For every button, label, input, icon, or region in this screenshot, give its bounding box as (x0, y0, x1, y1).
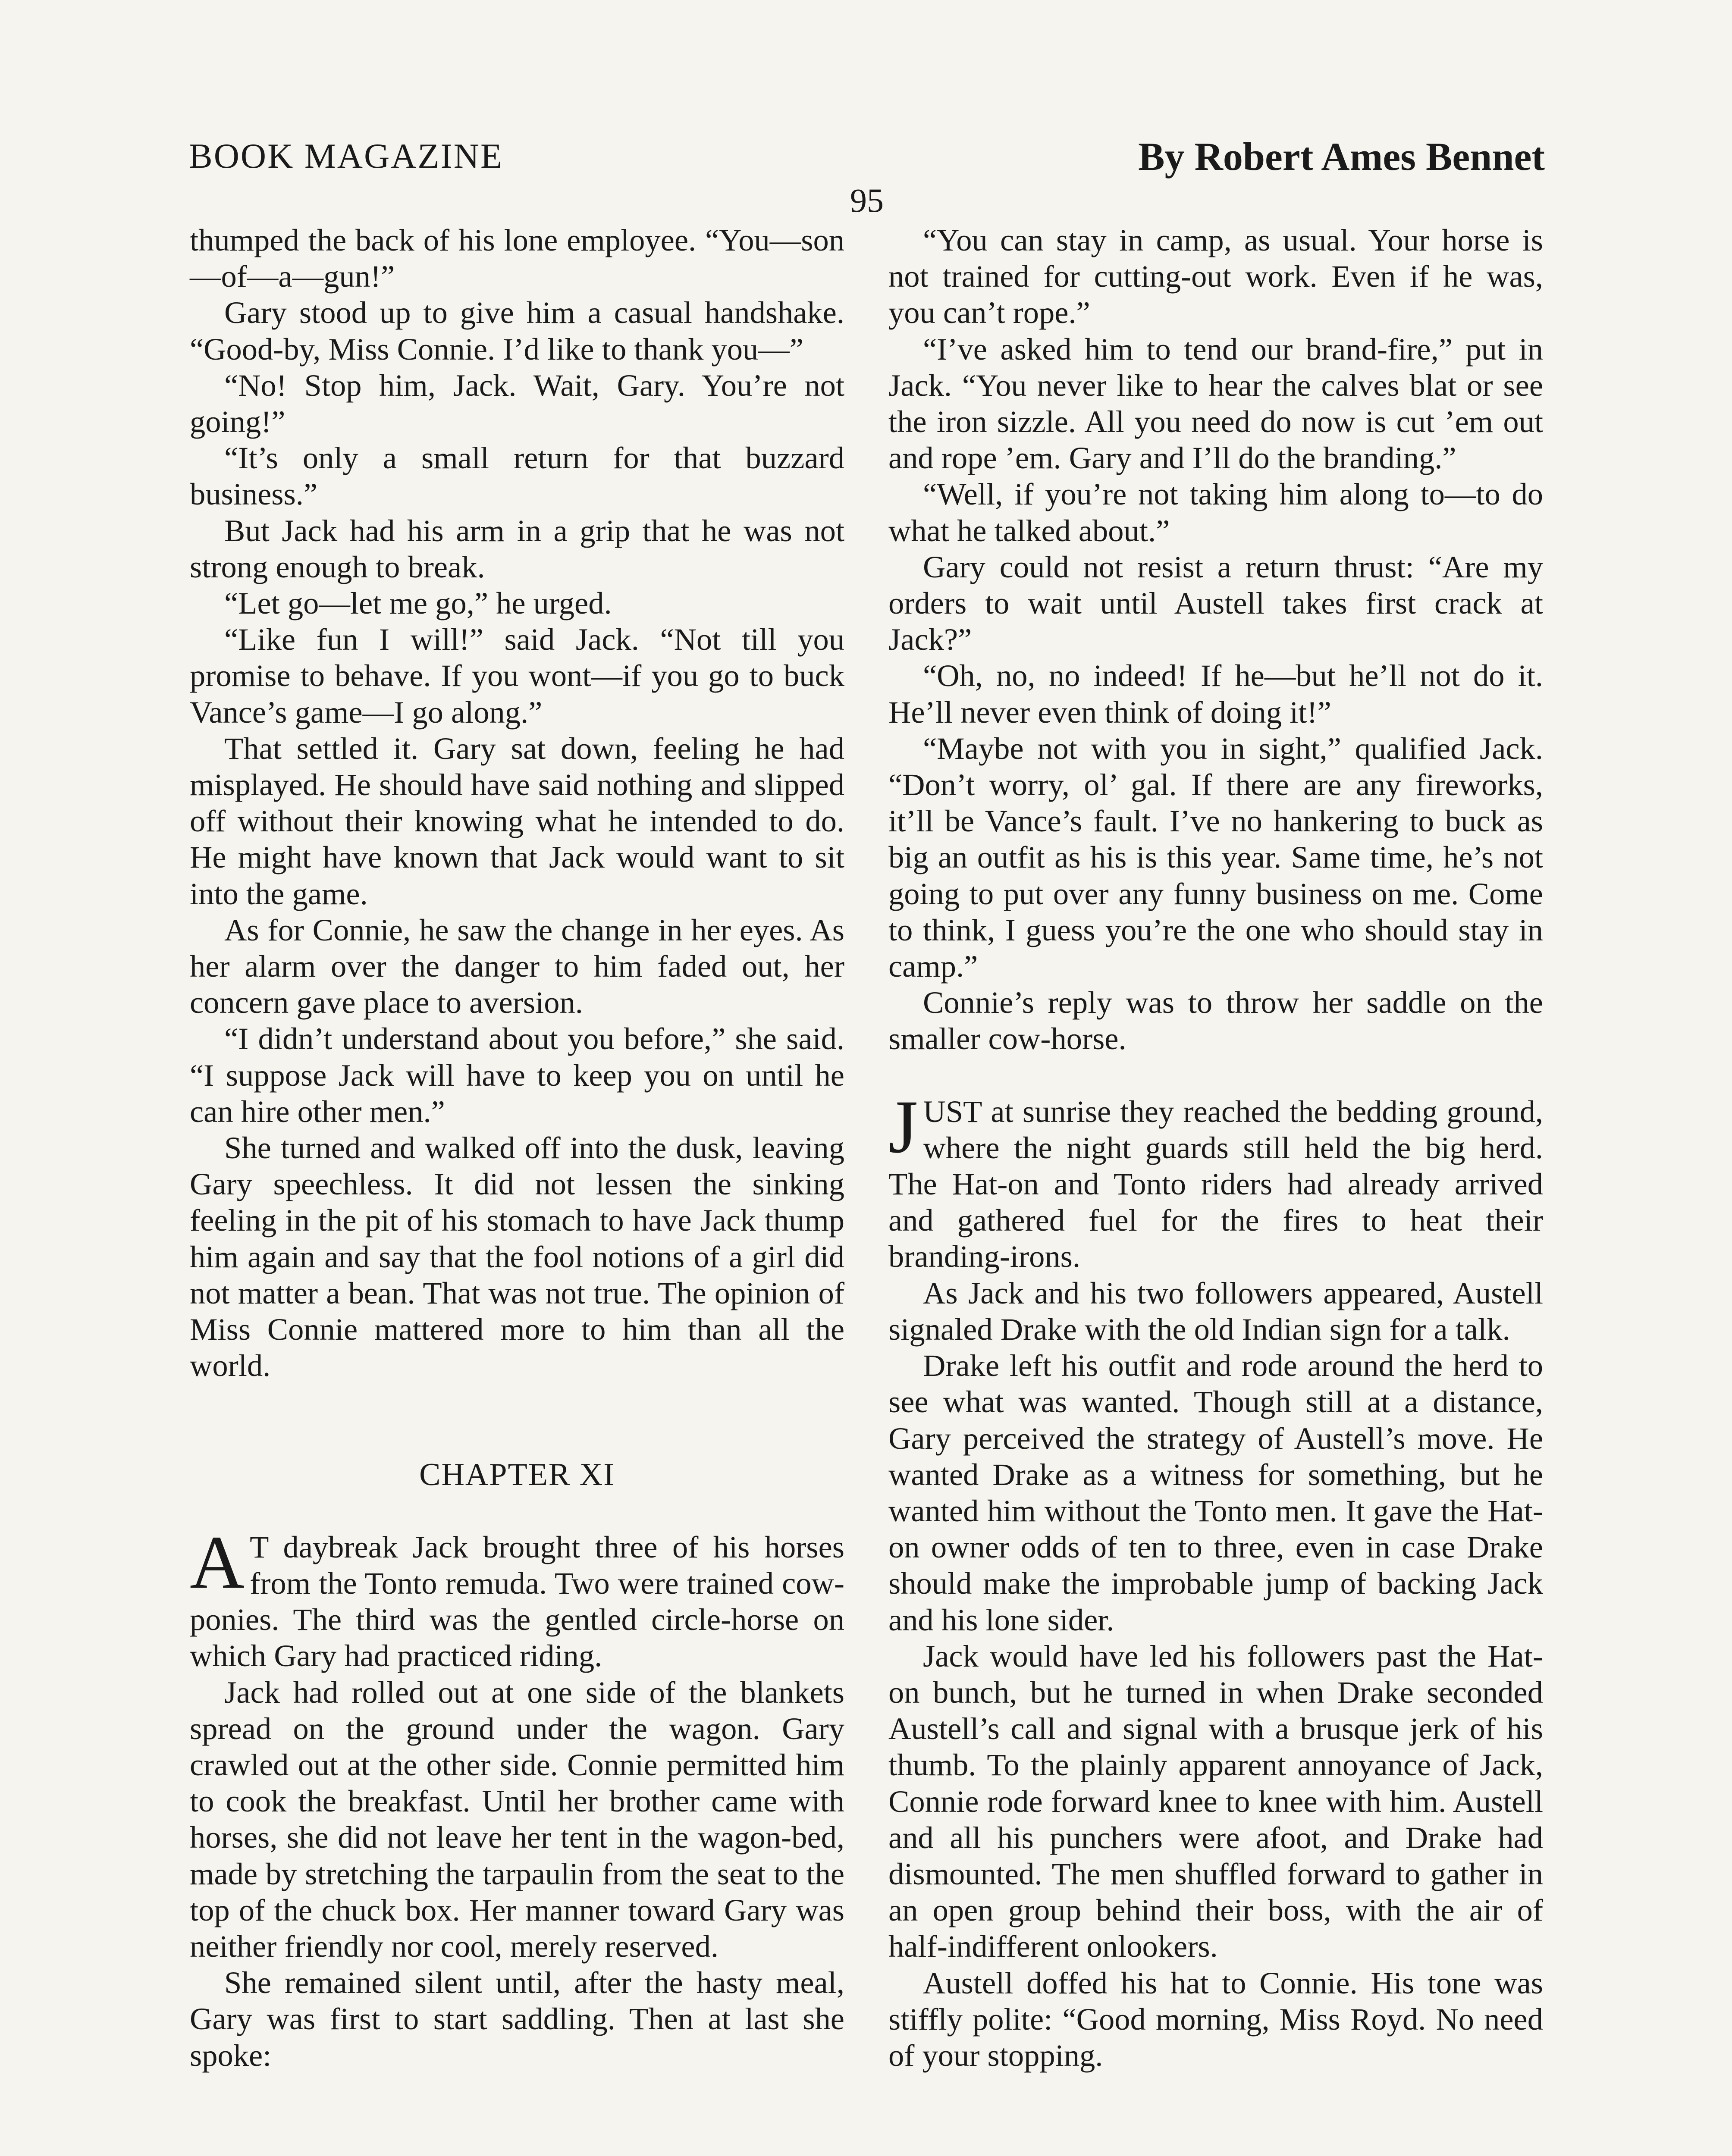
drop-cap: A (190, 1520, 245, 1604)
paragraph: Austell doffed his hat to Connie. His tone was stiffly polite: “Good morning, Miss Royd. No need of your stopping. (888, 1965, 1543, 2073)
paragraph: “No! Stop him, Jack. Wait, Gary. You’re not going!” (190, 367, 844, 439)
left-column (190, 222, 844, 2074)
page-number: 95 (850, 182, 884, 219)
publication-header: BOOK MAGAZINE (189, 136, 504, 175)
chapter-opening-paragraph (190, 1520, 844, 1674)
chapter-title: CHAPTER XI (419, 1457, 615, 1492)
drop-cap: J (888, 1084, 918, 1169)
paragraph: She remained silent until, after the hasty meal, Gary was first to start saddling. Then at last she spoke: (190, 1965, 844, 2073)
section-opening-paragraph (888, 1084, 1543, 1275)
opening-text: T daybreak Jack brought three of his horses from the Tonto remuda. Two were trained cow-ponies. The third was the gentled circle-horse on which Gary had practiced riding. (190, 1529, 844, 1673)
author-byline: By Robert Ames Bennet (1138, 135, 1545, 179)
paragraph: “You can stay in camp, as usual. Your horse is not trained for cutting-out work. Even if he was, you can’t rope.” (888, 222, 1543, 330)
paragraph: thumped the back of his lone employee. “You—son—of—a—gun!” (190, 222, 844, 294)
paragraph: Gary stood up to give him a casual handshake. “Good-by, Miss Connie. I’d like to thank you—” (190, 295, 844, 367)
paragraph: But Jack had his arm in a grip that he was not strong enough to break. (190, 513, 844, 584)
paragraph: As for Connie, he saw the change in her eyes. As her alarm over the danger to him faded out, her concern gave place to aversion. (190, 912, 844, 1020)
right-column (888, 222, 1543, 2074)
paragraph: “It’s only a small return for that buzzard business.” (190, 440, 844, 512)
paragraph: “I didn’t understand about you before,” she said. “I suppose Jack will have to keep you on until he can hire other men.” (190, 1021, 844, 1129)
paragraph: “Oh, no, no indeed! If he—but he’ll not do it. He’ll never even think of doing it!” (888, 658, 1543, 730)
paragraph: Connie’s reply was to throw her saddle on the smaller cow-horse. (888, 985, 1543, 1056)
paragraph: That settled it. Gary sat down, feeling he had misplayed. He should have said nothing and slipped off without their knowing what he intended to do. He might have known that Jack would want to sit into the game. (190, 730, 844, 911)
paragraph: “Let go—let me go,” he urged. (224, 586, 612, 621)
paragraph: Drake left his outfit and rode around the herd to see what was wanted. Though still at a distance, Gary perceived the strategy of Austell’s move. He wanted Drake as a witness for something, but he wanted him without the Tonto men. It gave the Hat-on owner odds of ten to three, even in case Drake should make the improbable jump of backing Jack and his lone sider. (888, 1348, 1543, 1637)
paragraph: “Well, if you’re not taking him along to—to do what he talked about.” (888, 476, 1543, 548)
paragraph: Gary could not resist a return thrust: “Are my orders to wait until Austell takes first crack at Jack?” (888, 549, 1543, 657)
paragraph: She turned and walked off into the dusk, leaving Gary speechless. It did not lessen the sinking feeling in the pit of his stomach to have Jack thump him again and say that the fool notions of a girl did not matter a bean. That was not true. The opinion of Miss Connie mattered more to him than all the world. (190, 1130, 844, 1383)
paragraph: “Like fun I will!” said Jack. “Not till you promise to behave. If you wont—if you go to buck Vance’s game—I go along.” (190, 622, 844, 730)
paragraph: Jack would have led his followers past the Hat-on bunch, but he turned in when Drake seconded Austell’s call and signal with a brusque jerk of his thumb. To the plainly apparent annoyance of Jack, Connie rode forward knee to knee with him. Austell and all his punchers were afoot, and Drake had dismounted. The men shuffled forward to gather in an open group behind their boss, with the air of half-indifferent onlookers. (888, 1638, 1543, 1964)
section-break (888, 1057, 1543, 1094)
opening-text: UST at sunrise they reached the bedding ground, where the night guards still held the big herd. The Hat-on and Tonto riders had already arrived and gathered fuel for the fires to heat their branding-irons. (888, 1094, 1543, 1274)
paragraph: Jack had rolled out at one side of the blankets spread on the ground under the wagon. Gary crawled out at the other side. Connie permitted him to cook the breakfast. Until her brother came with horses, she did not leave her tent in the wagon-bed, made by stretching the tarpaulin from the seat to the top of the chuck box. Her manner toward Gary was neither friendly nor cool, merely reserved. (190, 1674, 844, 1964)
paragraph: “I’ve asked him to tend our brand-fire,” put in Jack. “You never like to hear the calves blat or see the iron sizzle. All you need do now is cut ’em out and rope ’em. Gary and I’ll do the branding.” (888, 331, 1543, 476)
paragraph: “Maybe not with you in sight,” qualified Jack. “Don’t worry, ol’ gal. If there are any fireworks, it’ll be Vance’s fault. I’ve no hankering to buck as big an outfit as his is this year. Same time, he’s not going to put over any funny business on me. Come to think, I guess you’re the one who should stay in camp.” (888, 730, 1543, 984)
paragraph: As Jack and his two followers appeared, Austell signaled Drake with the old Indian sign for a talk. (888, 1275, 1543, 1347)
